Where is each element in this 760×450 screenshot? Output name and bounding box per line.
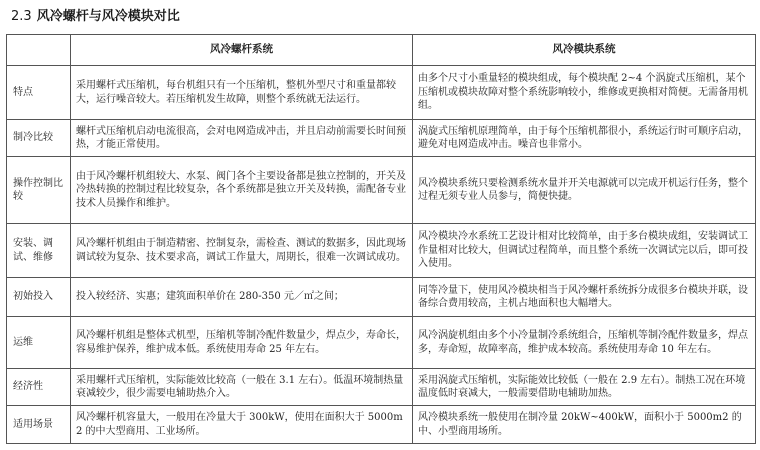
table-row bbox=[7, 369, 756, 406]
table-row bbox=[7, 224, 756, 278]
table-row bbox=[7, 66, 756, 120]
module-cell: 涡旋式压缩机原理简单，由于每个压缩机都很小，系统运行时可顺序启动，避免对电网造成冲击。噪音也非常小。 bbox=[413, 120, 756, 157]
row-label: 经济性 bbox=[7, 369, 71, 406]
row-label: 操作控制比较 bbox=[7, 157, 71, 224]
row-label: 运维 bbox=[7, 317, 71, 369]
module-cell: 采用涡旋式压缩机，实际能效比较低（一般在 2.9 左右）。制热工况在环境温度低时衰减大，一般需要借助电辅助加热。 bbox=[413, 369, 756, 406]
module-cell: 风冷模块系统只要检测系统水量并开关电源就可以完成开机运行任务，整个过程无须专业人员参与，简便快捷。 bbox=[413, 157, 756, 224]
module-cell: 由多个尺寸小重量轻的模块组成，每个模块配 2~4 个涡旋式压缩机，某个压缩机或模块故障对整个系统影响较小，维修或更换相对简便。无需备用机组。 bbox=[413, 66, 756, 120]
row-label: 制冷比较 bbox=[7, 120, 71, 157]
module-cell: 同等冷量下，使用风冷模块相当于风冷螺杆系统拆分成很多台模块并联，设备综合费用较高，主机占地面积也大幅增大。 bbox=[413, 278, 756, 317]
header-corner bbox=[7, 35, 71, 66]
table-row bbox=[7, 157, 756, 224]
module-cell: 风冷模块冷水系统工艺设计相对比较简单，由于多台模块成组，安装调试工作量相对比较大，但调试过程简单，而且整个系统一次调试完以后，即可投入使用。 bbox=[413, 224, 756, 278]
table-row bbox=[7, 120, 756, 157]
screw-cell: 采用螺杆式压缩机，实际能效比较高（一般在 3.1 左右）。低温环境制热量衰减较少，很少需要电辅助热介入。 bbox=[71, 369, 413, 406]
screw-cell: 风冷螺杆机组是整体式机型，压缩机等制冷配件数量少，焊点少，寿命长，容易维护保养，维护成本低。系统使用寿命 25 年左右。 bbox=[71, 317, 413, 369]
screw-cell: 由于风冷螺杆机组较大、水泵、阀门各个主要设备都是独立控制的，开关及冷热转换的控制过程比较复杂，各个系统都是独立开关及转换，需配备专业技术人员操作和维护。 bbox=[71, 157, 413, 224]
header-module-system: 风冷模块系统 bbox=[413, 35, 756, 66]
screw-cell: 采用螺杆式压缩机，每台机组只有一个压缩机，整机外型尺寸和重量都较大，运行噪音较大。若压缩机发生故障，则整个系统就无法运行。 bbox=[71, 66, 413, 120]
section-title: 风冷螺杆与风冷模块对比 bbox=[36, 9, 180, 24]
table-row bbox=[7, 278, 756, 317]
module-cell: 风冷模块系统一般使用在制冷量 20kW~400kW，面积小于 5000m2 的中、小型商用场所。 bbox=[413, 406, 756, 444]
comparison-table bbox=[6, 34, 756, 444]
screw-cell: 螺杆式压缩机启动电流很高，会对电网造成冲击，并且启动前需要长时间预热，才能正常使用。 bbox=[71, 120, 413, 157]
screw-cell: 风冷螺杆机容量大，一般用在冷量大于 300kW，使用在面积大于 5000m2 的中大型商用、工业场所。 bbox=[71, 406, 413, 444]
section-heading bbox=[11, 6, 180, 28]
header-screw-system: 风冷螺杆系统 bbox=[71, 35, 413, 66]
row-label: 初始投入 bbox=[7, 278, 71, 317]
row-label: 适用场景 bbox=[7, 406, 71, 444]
header-row bbox=[7, 35, 756, 66]
section-number: 2.3 bbox=[11, 9, 32, 24]
screw-cell: 风冷螺杆机组由于制造精密、控制复杂，需检查、测试的数据多，因此现场调试较为复杂、技术要求高，调试工作量大，周期长，很难一次调试成功。 bbox=[71, 224, 413, 278]
module-cell: 风冷涡旋机组由多个小冷量制冷系统组合，压缩机等制冷配件数量多，焊点多，寿命短，故障率高，维护成本较高。系统使用寿命 10 年左右。 bbox=[413, 317, 756, 369]
table-row bbox=[7, 317, 756, 369]
screw-cell: 投入较经济、实惠；建筑面积单价在 280-350 元／㎡之间； bbox=[71, 278, 413, 317]
table-row bbox=[7, 406, 756, 444]
row-label: 安装、调试、维修 bbox=[7, 224, 71, 278]
row-label: 特点 bbox=[7, 66, 71, 120]
